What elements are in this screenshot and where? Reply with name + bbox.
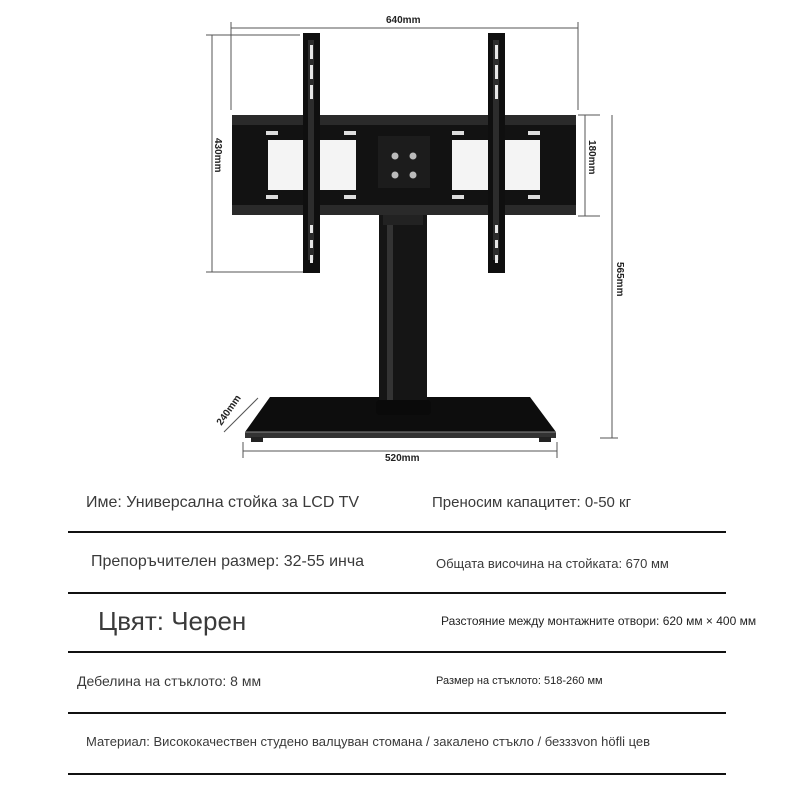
table-divider — [68, 712, 726, 714]
spec-glass-size: Размер на стъклото: 518-260 мм — [436, 675, 603, 687]
dim-base-depth: 240mm — [214, 393, 244, 428]
table-divider — [68, 531, 726, 533]
table-divider — [68, 592, 726, 594]
spec-total-height: Общата височина на стойката: 670 мм — [436, 556, 669, 571]
spec-capacity: Преносим капацитет: 0-50 кг — [432, 494, 632, 511]
dim-height-bracket: 180mm — [586, 140, 597, 175]
spec-name: Име: Универсална стойка за LCD TV — [86, 494, 360, 511]
dim-height-mount: 430mm — [212, 138, 223, 173]
dim-height-total: 565mm — [614, 262, 625, 297]
table-divider — [68, 651, 726, 653]
horizontal-bracket — [232, 115, 576, 215]
dim-width-top: 640mm — [386, 15, 421, 26]
table-divider — [68, 773, 726, 775]
spec-material: Материал: Висококачествен студено валцуван стомана / закалено стъкло / безззvon höfli цев — [86, 734, 651, 749]
spec-recommended-size: Препоръчителен размер: 32-55 инча — [91, 553, 365, 570]
spec-hole-distance: Разстояние между монтажните отвори: 620 мм × 400 мм — [441, 614, 757, 628]
support-column — [376, 215, 431, 415]
spec-glass-thickness: Дебелина на стъклото: 8 мм — [77, 673, 262, 689]
dim-base-width: 520mm — [385, 453, 420, 464]
spec-color: Цвят: Черен — [98, 606, 247, 636]
